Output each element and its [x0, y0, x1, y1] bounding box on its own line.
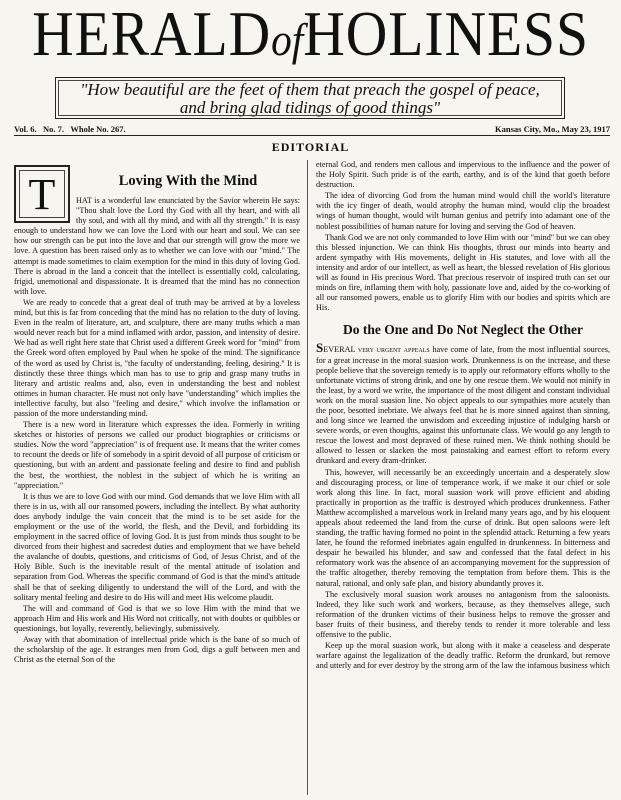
article2-lead-letter: S: [316, 340, 324, 356]
column-divider: [307, 160, 308, 795]
title-of: of: [271, 14, 304, 65]
article2-paragraph: This, however, will necessarily be an exceedingly uncertain and a desperately slow and discouraging process, or line of temperance work, if we make it our chief or sole work along this line. In fact, moral suasion work will prove efficient and abiding practically in proportion as the traffic is destroyed which produces drunkenness. Father Matthew accomplished a marvelous work in Ireland many years ago, and by his eloquent appeals about redeemed the land from the curse of drink. But open saloons were left standing, the traffic having formed no point in the splendid attack. Returning a few years later, he found the reformed inebriates again engulfed in drunkenness. In bitterness and despair he bewailed his blunder, and saw and confessed that the fatal defect in his reformatory work was the absence of an accompanying movement for the suppression of the traffic altogether, thereby removing the temptation from before them. This is the natural, rational, and only safe plan, and history abundantly proves it.: [316, 467, 610, 588]
issue-line: [14, 124, 610, 136]
article1-paragraph: HAT is a wonderful law enunciated by the Savior wherein He says: "Thou shalt love the Lord thy God with all thy heart, and with all thy soul, and with all thy mind, and with all thy strength." It is easy enough to understand how we can love the Lord with our heart and soul. We can see how our strength can be put into the love and that our strength will grow the more we love. A question has been raised only as to whether we can love with our "mind." The attempt is made sometimes to claim exemption for the mind in this duty of loving God. There is abroad in the land a conceit that the intellect is essentially cold, calculating, frigid, unemotional and dispassionate. It is dreamed that the mind has no connection with love.: [14, 196, 300, 296]
article1-continued-paragraph: The idea of divorcing God from the human mind would chill the world's literature with the icy finger of death, would atrophy the human mind, would clip the broadest wings of human thought, would wilt human genius and petrify into adamant one of the noblest possibilities of human nature for loving and serving the God of heaven.: [316, 191, 610, 231]
issue-number: No. 7.: [42, 124, 64, 134]
masthead: [0, 0, 621, 70]
article1-continued-paragraph: Thank God we are not only commanded to love Him with our "mind" but we can obey this blessed injunction. We can think His thoughts, thrust our minds into hearty and ardent sympathy with His movements, delight in His statutes, and love with all the intensity and ardor of our intellect, as well as heart, the blessed revelation of His glorious will as found in His precious Word. That precious reservoir of inspired truth can set our minds on fire, inflaming them with holy, passionate love and, aided by the co-working of all our ransomed powers, enable us to glorify Him with our bodies and spirits which are His.: [316, 232, 610, 313]
article2-paragraph: The exclusively moral suasion work arouses no antagonism from the saloonists. Indeed, they like such work and workers, because, as they themselves allege, such reformation of the drunken victims of their business helps to remove the grosser and baser fruits of their business, and thereby tends to render it more tolerable and less offensive to the public.: [316, 589, 610, 640]
column-right: [316, 160, 610, 800]
article-title-loving-with-the-mind: Loving With the Mind: [118, 173, 258, 189]
section-heading: EDITORIAL: [271, 140, 350, 154]
article1-paragraph: It is thus we are to love God with our mind. God demands that we love Him with all there is in us, with all our ransomed powers, including the intellect. By what authority does anybody indulge the vain conceit that the mind is to be set aside for the employment or the use of the world, the flesh, and the Devil, and forbidding its employment in the sacred office of loving God. It is just from minds thus sought to be divorced from their highest and sacredest duties and employment that we have beheld the avalanche of doubts, questions, and criticisms of God, of Jesus Christ, and of the Holy Bible. Such is the inevitable result of the mental attitude of isolation and separation from God. Whereas the specific command of God is that the mind's attitude shall be that of seeking diligently to understand the will of the Lord, and with the solitary mental feeling and desire to do His will and meet His welcome plaudit.: [14, 491, 300, 602]
article2-lead-text: have come of late, from the most influential sources, for a great increase in the moral suasion work. Drunkenness is on the increase, and these people believe that the sovereign remedy is to apply our reformatory efforts wholly to the unfortunate victims of strong drink, and one by one rescue them. We would not minify in the least, by a word we write, the importance of the most diligent and constant individual work on the moral suasion line. No object appeals to our sympathies more acutely than the poor, besotted inebriate. We always feel that he is more sinned against than sinning, and long since we learned the unwisdom and exceeding injustice of indulging harsh or severe words, or even thoughts, against this unfortunate class. We would go any length to rescue the lowest and most depraved of these ruined men. We think nothing should be allowed to lessen or slacken the most painstaking and earnest effort to reform every drunkard and every dram-drinker.: [316, 345, 610, 466]
article1-continued-paragraph: eternal God, and renders men callous and impervious to the influence and the power of the Holy Spirit. Such pride is of the earth, earthy, and is of the kind that goeth before destruction.: [316, 160, 610, 190]
article2-lead-paragraph: [316, 340, 610, 466]
dropcap-frame: [14, 165, 70, 223]
issue-volume-group: [14, 124, 126, 135]
article1-paragraph: We are ready to concede that a great deal of truth may be arrived at by a loveless mind, but this is far from conceding that the mind has no relation to the duty of loving. Even in the realm of literature, art, and sculpture, there are many truths which a man would never reach but for a mind inflamed with ardor, passion, and intensity of desire. We had as well right here state that Christ used a different Greek word for "mind" from the Greek word often employed by Paul when he spoke of the mind. The significance of the word as used by Christ is, "the faculty of understanding, feeling, desiring." It is distinctly these three things which man has to use to grip and grasp many truths in literary and artistic realms and, also, even in understanding the best and noblest ottimes in human character. He must not only have "understanding" which implies the intellective faculty, but also "feeling and desire," which involve the inflamation or passion of the more understanding mind.: [14, 297, 300, 418]
article2-lead-smallcaps: EVERAL very urgent appeals: [323, 345, 430, 355]
article-title-do-the-one: Do the One and Do Not Neglect the Other: [343, 322, 583, 338]
issue-whole-number: Whole No. 267.: [70, 124, 126, 134]
article1-paragraph: The will and command of God is that we so love Him with the mind that we approach Him and His work and His Word not critically, not with doubts or quibbles or questionings, but loyally, reverently, believingly, submissively.: [14, 603, 300, 633]
issue-volume: Vol. 6.: [14, 124, 37, 134]
title-herald: HERALD: [32, 0, 272, 69]
article2-paragraph: Keep up the moral suasion work, but along with it make a ceaseless and desperate warfare against the legalization of the deadly traffic. Reform the drunkard, but remove and utterly and for ever destroy by the strong arm of the law the infamous business which: [316, 641, 610, 671]
issue-place-date: Kansas City, Mo., May 23, 1917: [495, 124, 610, 134]
newspaper-title: [31, 0, 590, 70]
dropcap-letter: T: [28, 170, 56, 219]
column-left: [14, 160, 300, 800]
title-holiness: HOLINESS: [303, 0, 589, 69]
motto-text: "How beautiful are the feet of them that preach the gospel of peace, and bring glad tidings of good things": [80, 80, 540, 117]
motto-box: [55, 77, 565, 119]
article1-paragraph: Away with that abomination of intellectual pride which is the bane of so much of the scholarship of the age. It estranges men from God, digs a gulf between men and Christ as the eternal Son of the: [14, 635, 300, 665]
article1-paragraph: There is a new word in literature which expresses the idea. Formerly in writing sketches or histories of persons we called our product biographies or criticisms or studies. Now the word "appreciation" is of frequent use. It means that the writer comes to recount the deeds or life of somebody in a spirit devoid of all purpose of criticism or questioning, but with an ardent and passionate feeling and desire to find and publish the best, the worthiest, the noblest in the subject of which he is writing an "appreciation.": [14, 420, 300, 490]
